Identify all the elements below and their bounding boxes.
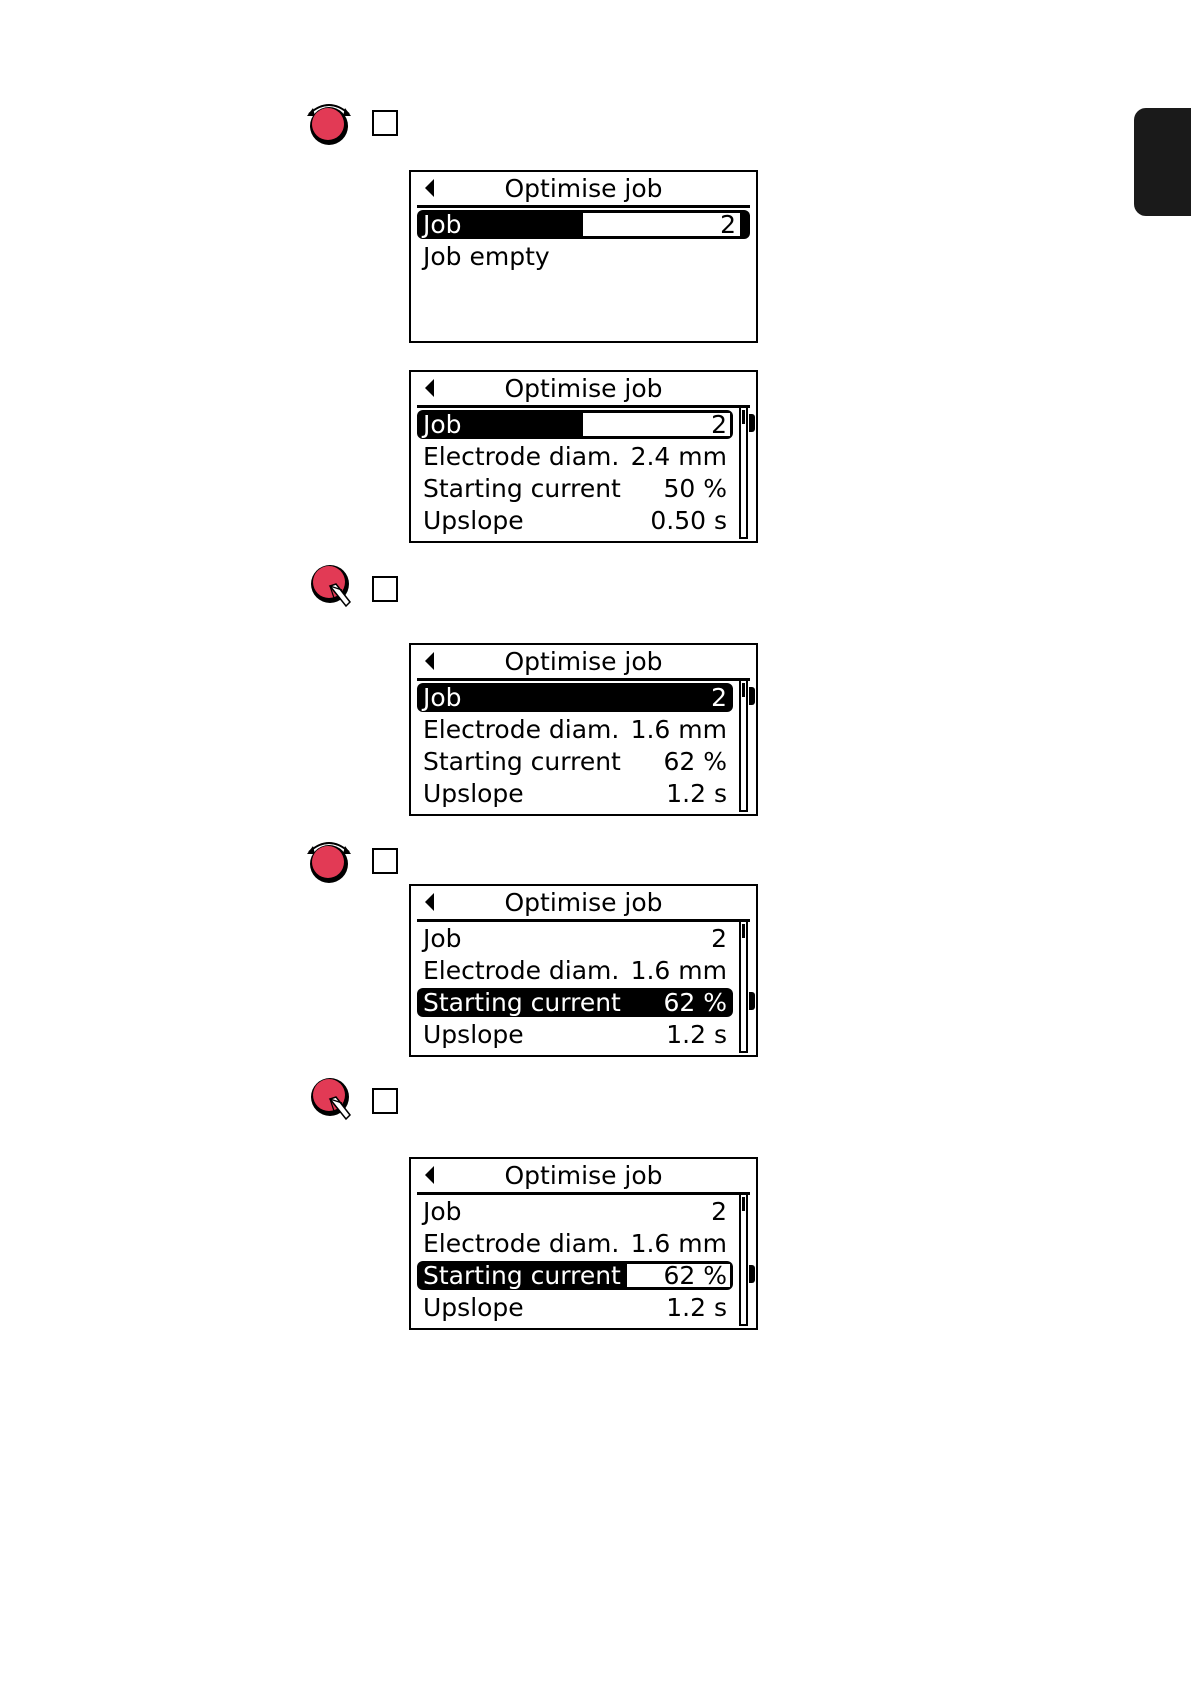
row-value: 62 %: [663, 1261, 727, 1290]
row-label: Starting current: [423, 474, 621, 503]
knob-press-icon: [308, 562, 360, 612]
menu-row-upslope[interactable]: [417, 506, 733, 535]
row-label: Job: [423, 683, 462, 712]
row-value: 62 %: [663, 747, 727, 776]
status-text: Job empty: [423, 242, 550, 271]
row-value: 2: [711, 683, 727, 712]
row-label: Electrode diam.: [423, 715, 620, 744]
screen-header: [417, 172, 750, 208]
row-value: 1.2 s: [666, 1293, 727, 1322]
row-label: Electrode diam.: [423, 442, 620, 471]
scrollbar-thumb[interactable]: [742, 683, 745, 697]
screen-title: Optimise job: [504, 888, 663, 917]
job-status: [417, 242, 733, 271]
selection-pointer: [749, 687, 755, 705]
row-value: 2.4 mm: [630, 442, 727, 471]
knob-turn-icon: [303, 834, 355, 884]
row-label: Job: [423, 410, 462, 439]
menu-row-electrode-diam[interactable]: [417, 442, 733, 471]
scrollbar[interactable]: [739, 920, 748, 1053]
menu-row-starting-current[interactable]: [417, 747, 733, 776]
menu-row-upslope[interactable]: [417, 1020, 733, 1049]
scrollbar[interactable]: [739, 679, 748, 812]
screen-header: [417, 886, 750, 922]
display-screen-5: [409, 1157, 758, 1330]
row-label: Electrode diam.: [423, 956, 620, 985]
row-value: 1.2 s: [666, 779, 727, 808]
step-checkbox[interactable]: [372, 110, 398, 136]
row-value: 0.50 s: [650, 506, 727, 535]
row-label: Upslope: [423, 506, 524, 535]
menu-row-upslope[interactable]: [417, 779, 733, 808]
row-value: 2: [711, 924, 727, 953]
menu-row-electrode-diam[interactable]: [417, 1229, 733, 1258]
screen-title: Optimise job: [504, 374, 663, 403]
step-checkbox[interactable]: [372, 1088, 398, 1114]
scrollbar-thumb[interactable]: [742, 924, 745, 938]
selection-pointer: [749, 992, 755, 1010]
step-checkbox[interactable]: [372, 576, 398, 602]
row-label: Starting current: [423, 747, 621, 776]
row-value: 2: [711, 1197, 727, 1226]
row-label: Upslope: [423, 1293, 524, 1322]
display-screen-4: [409, 884, 758, 1057]
row-value: 2: [720, 210, 736, 239]
menu-row-electrode-diam[interactable]: [417, 956, 733, 985]
screen-title: Optimise job: [504, 174, 663, 203]
menu-row-job[interactable]: [417, 683, 733, 712]
row-value: 1.6 mm: [630, 715, 727, 744]
menu-row-upslope[interactable]: [417, 1293, 733, 1322]
row-label: Job: [423, 924, 462, 953]
selection-pointer: [749, 414, 755, 432]
menu-row-starting-current[interactable]: [417, 988, 733, 1017]
menu-row-electrode-diam[interactable]: [417, 715, 733, 744]
row-label: Upslope: [423, 779, 524, 808]
menu-row-starting-current[interactable]: [417, 1261, 733, 1290]
scrollbar-thumb[interactable]: [742, 1197, 745, 1211]
row-label: Starting current: [423, 1261, 621, 1290]
row-value: 50 %: [663, 474, 727, 503]
value-field: [583, 213, 740, 236]
menu-row-starting-current[interactable]: [417, 474, 733, 503]
knob-turn-icon: [303, 96, 355, 146]
row-value: 1.6 mm: [630, 1229, 727, 1258]
row-label: Electrode diam.: [423, 1229, 620, 1258]
screen-header: [417, 645, 750, 681]
row-label: Starting current: [423, 988, 621, 1017]
row-value: 2: [711, 410, 727, 439]
screen-title: Optimise job: [504, 647, 663, 676]
knob-press-icon: [308, 1075, 360, 1125]
row-label: Job: [423, 1197, 462, 1226]
step-checkbox[interactable]: [372, 848, 398, 874]
value-field: [583, 413, 730, 436]
menu-row-job[interactable]: [417, 410, 733, 439]
menu-row-job[interactable]: [417, 210, 750, 239]
screen-header: [417, 372, 750, 408]
row-value: 62 %: [663, 988, 727, 1017]
display-screen-3: [409, 643, 758, 816]
row-value: 1.6 mm: [630, 956, 727, 985]
row-label: Job: [423, 210, 462, 239]
scrollbar[interactable]: [739, 406, 748, 539]
row-value: 1.2 s: [666, 1020, 727, 1049]
selection-pointer: [749, 1265, 755, 1283]
screen-header: [417, 1159, 750, 1195]
screen-title: Optimise job: [504, 1161, 663, 1190]
menu-row-job[interactable]: [417, 924, 733, 953]
scrollbar[interactable]: [739, 1193, 748, 1326]
display-screen-2: [409, 370, 758, 543]
section-tab: [1134, 108, 1191, 216]
scrollbar-thumb[interactable]: [742, 410, 745, 424]
display-screen-1: [409, 170, 758, 343]
row-label: Upslope: [423, 1020, 524, 1049]
menu-row-job[interactable]: [417, 1197, 733, 1226]
